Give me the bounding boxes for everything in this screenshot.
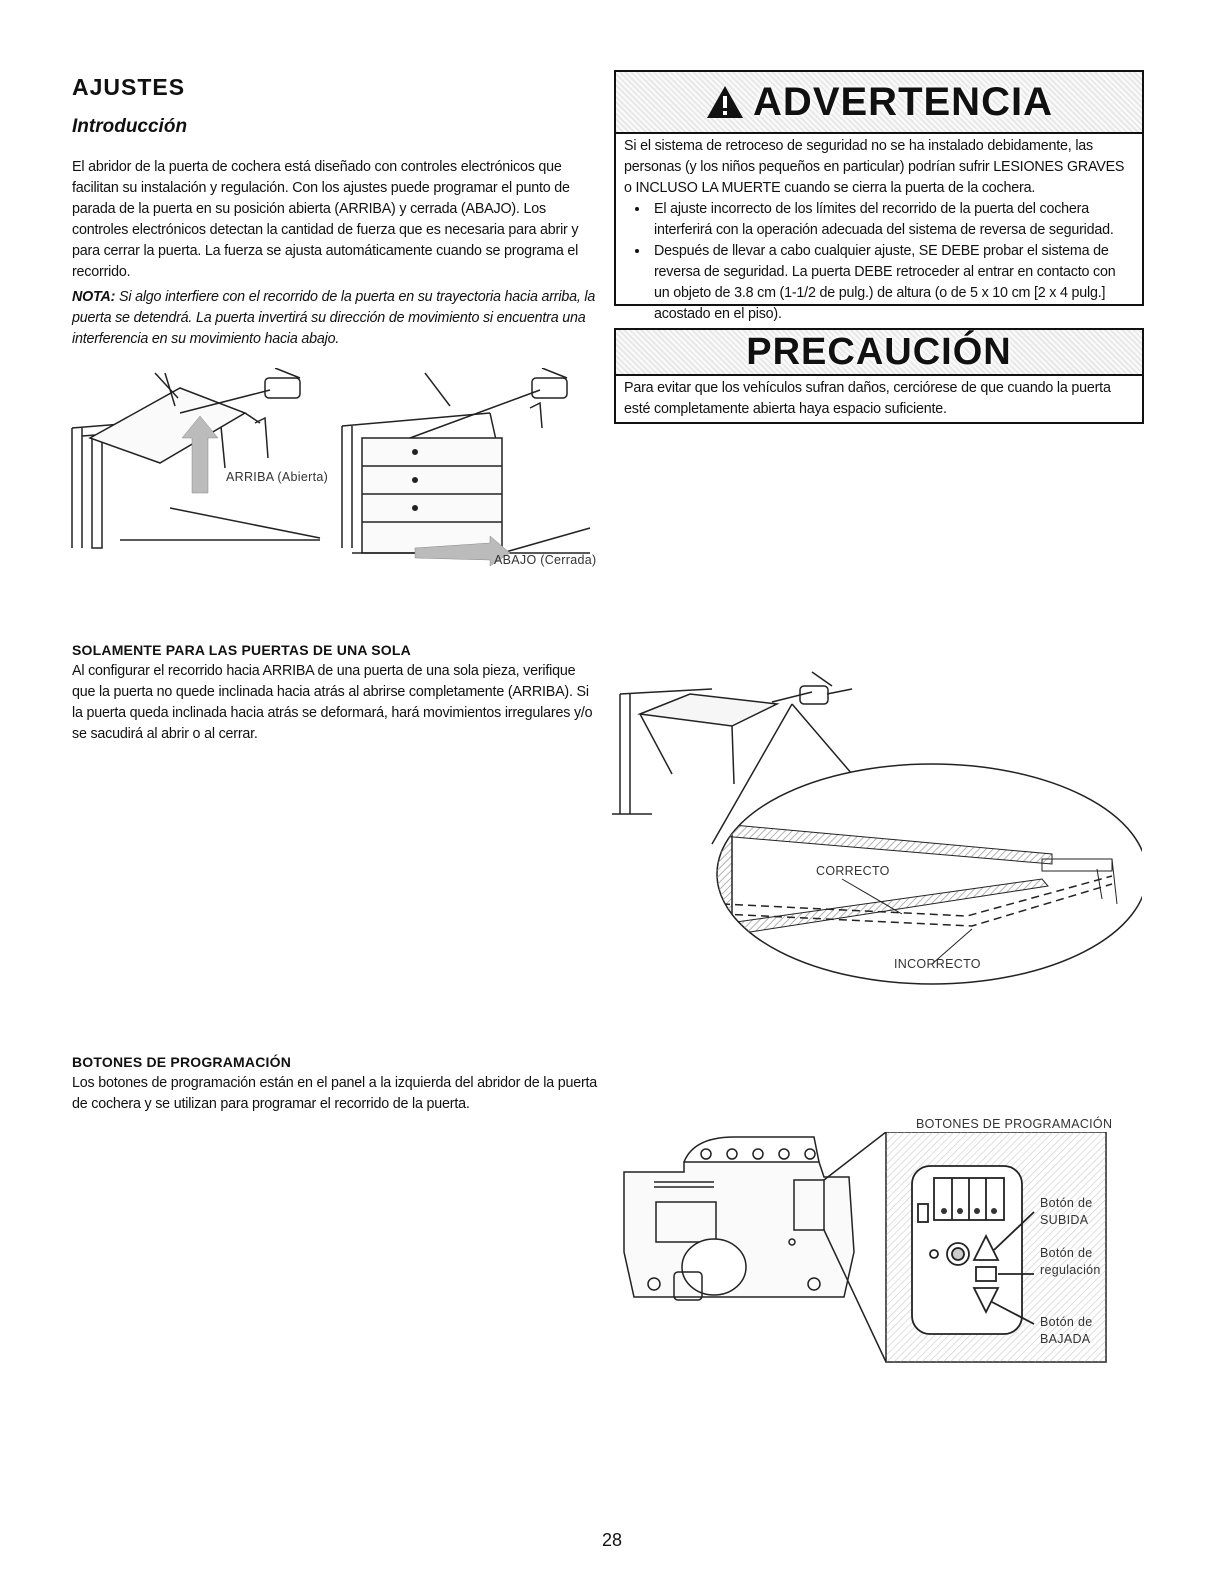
warning-title: ADVERTENCIA [753,79,1053,124]
caution-banner [616,330,1142,376]
subsection-title: Introducción [72,116,188,137]
one-piece-heading: SOLAMENTE PARA LAS PUERTAS DE UNA SOLA [72,642,411,658]
adjust-button-label: Botón de regulación [1040,1246,1101,1277]
page-number: 28 [601,1530,623,1550]
note-paragraph [72,287,602,350]
one-piece-paragraph: Al configurar el recorrido hacia ARRIBA de una puerta de una sola pieza, verifique que la puerta no quede inclinada hacia atrás al abrirse completamente (ARRIBA). Si la puerta queda inclinada hacia atrás se deformará, hará movimientos irregulares y/o se sacudirá al abrir o al cerrar. [72,663,593,742]
note-text: Si algo interfiere con el recorrido de la puerta en su trayectoria hacia arriba, la puerta se detendrá. La puerta invertirá su dirección de movimiento si encuentra una interferencia en su movimiento hacia abajo. [72,289,596,347]
warning-bullet: • El ajuste incorrecto de los límites del recorrido de la puerta del cochera interferirá con la operación adecuada del sistema de reversa de seguridad. [650,199,1134,241]
one-piece-door-figure [612,664,1142,994]
up-button-label: Botón de SUBIDA [1040,1196,1093,1227]
warning-banner [616,72,1142,134]
section-title: AJUSTES [72,74,186,100]
figure-label-down: ABAJO (Cerrada) [494,553,597,567]
figure-label-up: ARRIBA (Abierta) [226,470,329,484]
programming-paragraph: Los botones de programación están en el panel a la izquierda del abridor de la puerta de cochera y se utilizan para programar el recorrido de la puerta. [72,1075,598,1112]
warning-box [614,70,1144,322]
caution-text: Para evitar que los vehículos sufran daños, cerciórese de que cuando la puerta esté completamente abierta haya espacio suficiente. [624,380,1111,417]
caution-title: PRECAUCIÓN [746,330,1012,373]
caution-box [614,328,1144,424]
warning-triangle-icon [705,84,745,120]
intro-paragraph: El abridor de la puerta de cochera está diseñado con controles electrónicos que facilitan su instalación y regulación. Con los ajustes puede programar el punto de parada de la puerta en su posición abierta (ARRIBA) y cerrada (ABAJO). Los controles electrónicos detectan la cantidad de fuerza que es necesaria para abrir y para cerrar la puerta. La fuerza se ajusta automáticamente cuando se programa el recorrido. [72,159,579,280]
down-button-label: Botón de BAJADA [1040,1315,1093,1346]
note-label: NOTA: [72,289,116,305]
programming-heading: BOTONES DE PROGRAMACIÓN [72,1054,292,1070]
door-positions-figure [70,368,610,580]
correct-label: CORRECTO [816,864,890,878]
warning-bullet: • Después de llevar a cabo cualquier ajuste, SE DEBE probar el sistema de reversa de seguridad. La puerta DEBE retroceder al entrar en contacto con un objeto de 3.8 cm (1-1/2 de pulg.) de altura (o de 5 x 10 cm [2 x 4 pulg.] acostado en el piso). [650,241,1134,325]
programming-figure-title: BOTONES DE PROGRAMACIÓN [916,1117,1113,1131]
warning-intro: Si el sistema de retroceso de seguridad no se ha instalado debidamente, las personas (y los niños pequeños en particular) podrían sufrir LESIONES GRAVES o INCLUSO LA MUERTE cuando se cierra la puerta de la cochera. [624,138,1125,196]
incorrect-label: INCORRECTO [894,957,981,971]
